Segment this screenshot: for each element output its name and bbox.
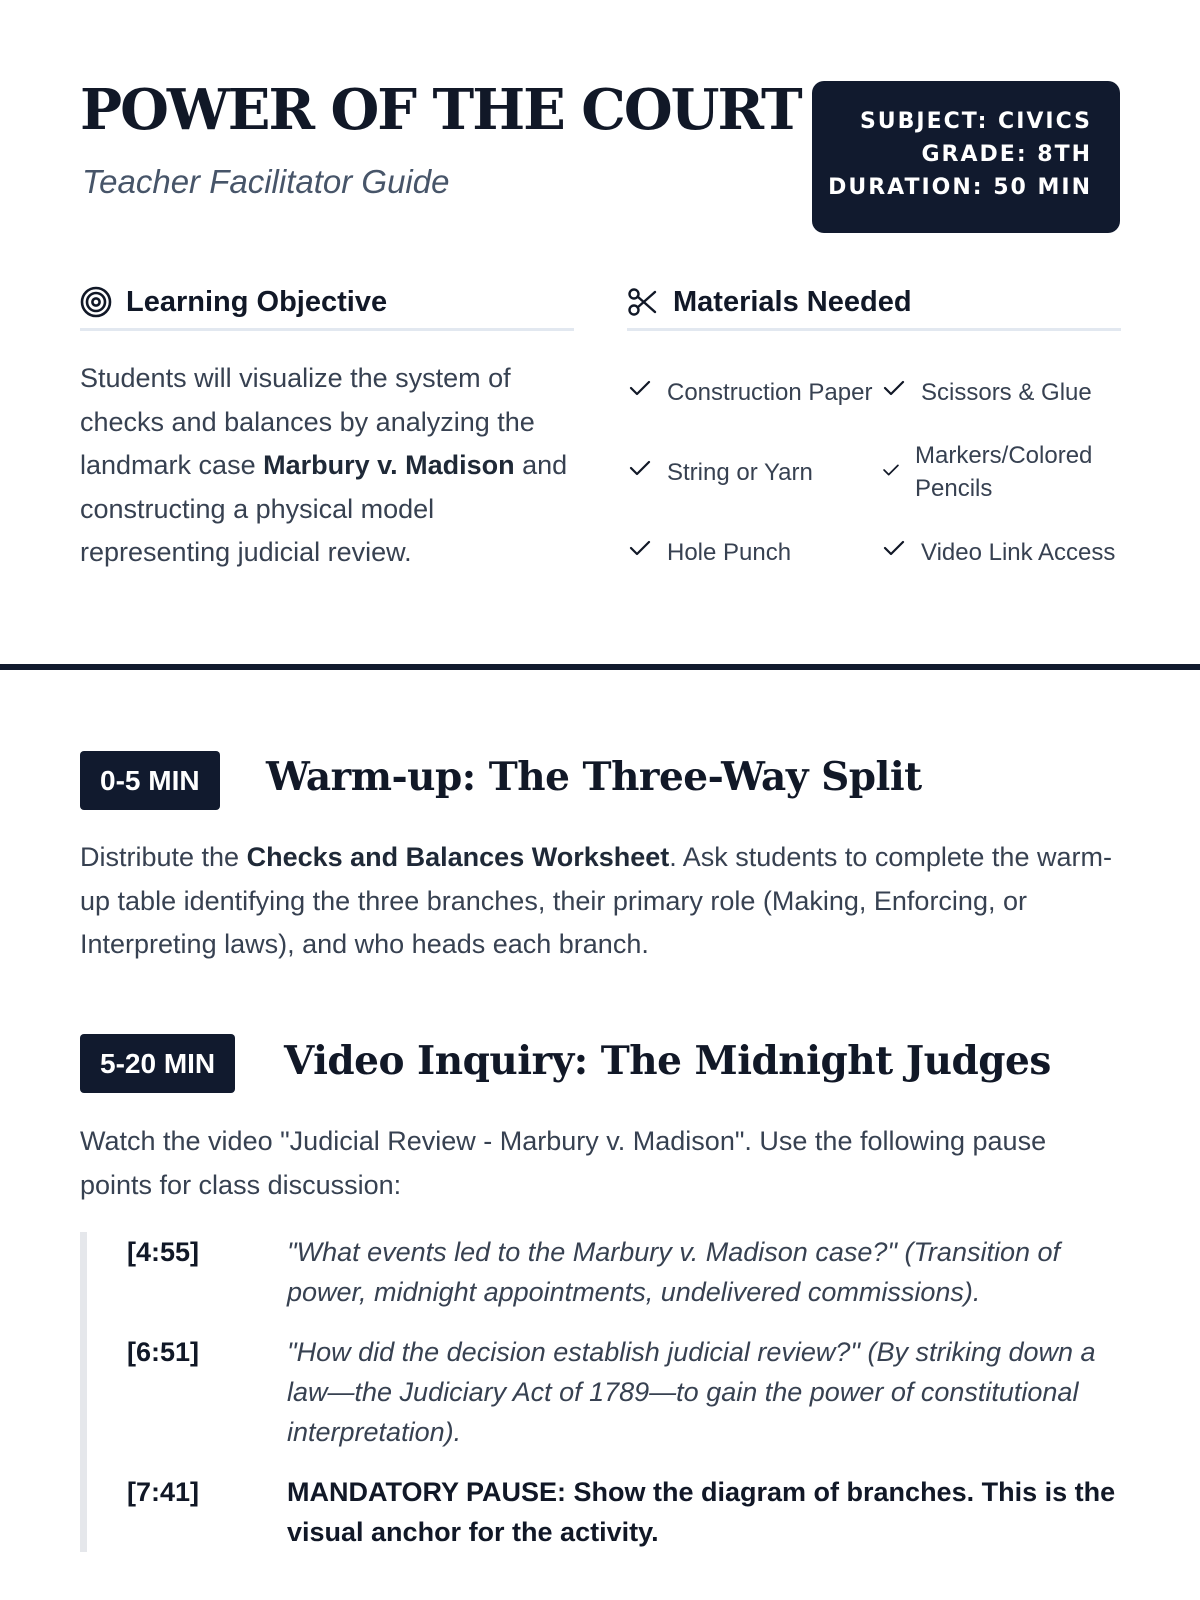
timestamp: [7:41] bbox=[127, 1477, 200, 1507]
checkmark-icon bbox=[627, 375, 653, 410]
objective-header bbox=[80, 276, 574, 331]
materials-heading: Materials Needed bbox=[673, 285, 912, 318]
list-item bbox=[127, 1472, 1120, 1552]
activity-text-start: Distribute the bbox=[80, 842, 247, 872]
checkmark-icon bbox=[881, 456, 901, 489]
list-item bbox=[881, 512, 1127, 592]
objective-text-end: and constructing a physical model representing judicial review. bbox=[80, 450, 568, 567]
list-item bbox=[127, 1232, 1120, 1312]
objective-text-start: Students will visualize the system of checks and balances by analyzing the landmark case bbox=[80, 363, 535, 480]
page-title: POWER OF THE COURT bbox=[80, 77, 801, 143]
scissors-icon bbox=[627, 286, 659, 318]
material-label: Markers/Colored Pencils bbox=[915, 442, 1093, 502]
list-item bbox=[881, 352, 1127, 432]
time-badge: 0-5 MIN bbox=[80, 751, 220, 810]
pause-note: "How did the decision establish judicial review?" (By striking down a law—the Judiciary Act of 1789—to gain the power of constitutional interpretation). bbox=[287, 1337, 1096, 1447]
timestamp: [4:55] bbox=[127, 1237, 200, 1267]
activity-description bbox=[80, 836, 1120, 967]
target-icon bbox=[80, 286, 112, 318]
objective-case-name: Marbury v. Madison bbox=[263, 450, 515, 480]
pause-note: "What events led to the Marbury v. Madison case?" (Transition of power, midnight appointments, undelivered commissions). bbox=[287, 1237, 1061, 1307]
activity-description: Watch the video "Judicial Review - Marbury v. Madison". Use the following pause points for class discussion: bbox=[80, 1126, 1047, 1200]
section-divider bbox=[0, 664, 1200, 670]
material-label: Construction Paper bbox=[667, 378, 873, 406]
pause-points-list bbox=[80, 1232, 1120, 1552]
page-subtitle: Teacher Facilitator Guide bbox=[82, 163, 450, 200]
activity-text-end: . Ask students to complete the warm-up table identifying the three branches, their primary role (Making, Enforcing, or Interpreting laws), and who heads each branch. bbox=[80, 842, 1112, 959]
worksheet-name: Checks and Balances Worksheet bbox=[246, 842, 670, 872]
list-item bbox=[627, 352, 881, 432]
materials-list bbox=[627, 352, 1127, 592]
list-item bbox=[127, 1332, 1120, 1452]
checkmark-icon bbox=[881, 375, 907, 410]
meta-duration: DURATION: 50 MIN bbox=[828, 175, 1092, 200]
activity-title: Video Inquiry: The Midnight Judges bbox=[284, 1038, 1051, 1084]
material-label: Scissors & Glue bbox=[921, 378, 1092, 406]
materials-header bbox=[627, 276, 1121, 331]
list-item bbox=[627, 432, 881, 512]
activity-title: Warm-up: The Three-Way Split bbox=[266, 754, 922, 800]
objective-heading: Learning Objective bbox=[126, 285, 388, 318]
pause-note: MANDATORY PAUSE: Show the diagram of branches. This is the visual anchor for the activity. bbox=[287, 1477, 1116, 1547]
material-label: String or Yarn bbox=[667, 458, 813, 486]
list-item bbox=[881, 432, 1127, 512]
objective-text bbox=[80, 357, 580, 575]
timestamp: [6:51] bbox=[127, 1337, 200, 1367]
checkmark-icon bbox=[627, 535, 653, 570]
list-item bbox=[627, 512, 881, 592]
meta-grade: GRADE: 8TH bbox=[921, 142, 1092, 167]
time-badge: 5-20 MIN bbox=[80, 1034, 235, 1093]
checkmark-icon bbox=[881, 535, 907, 570]
material-label: Hole Punch bbox=[667, 538, 792, 566]
material-label: Video Link Access bbox=[921, 538, 1116, 566]
meta-subject: SUBJECT: CIVICS bbox=[859, 109, 1092, 134]
checkmark-icon bbox=[627, 455, 653, 490]
course-meta-box bbox=[812, 81, 1120, 233]
